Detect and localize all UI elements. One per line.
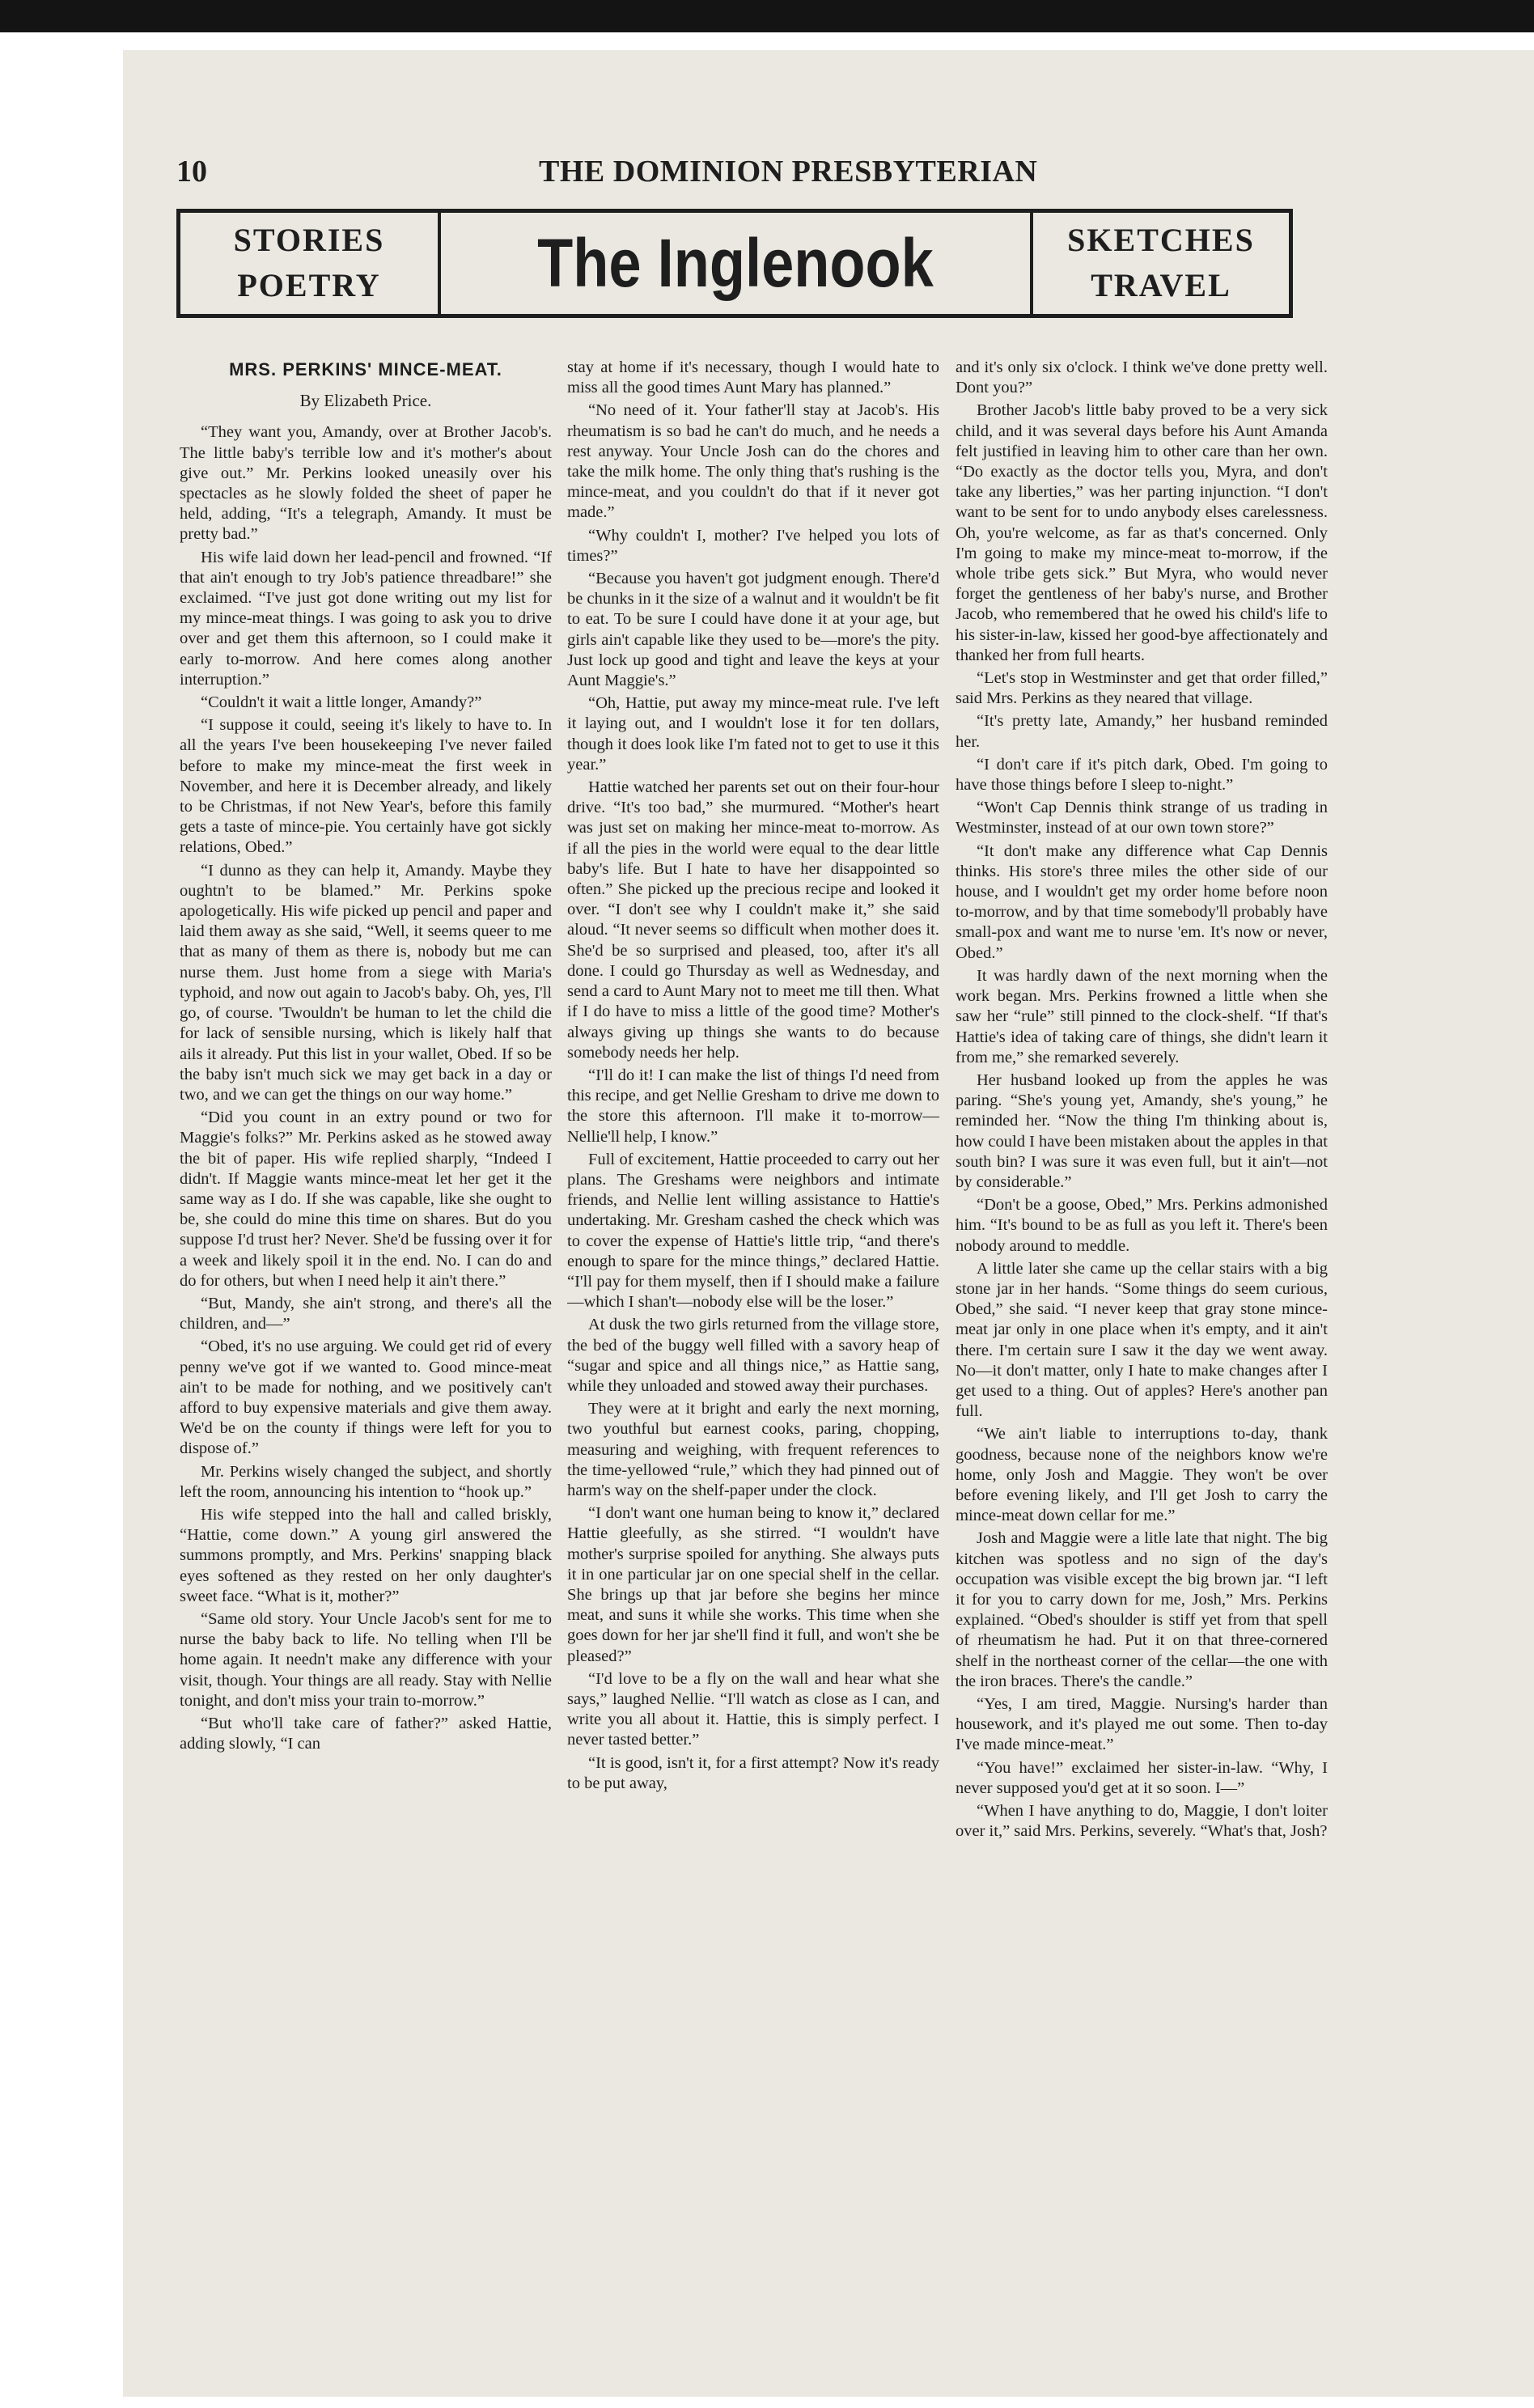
paragraph: “It's pretty late, Amandy,” her husband reminded her. (956, 712, 1328, 751)
story-title: MRS. PERKINS' MINCE-MEAT. (229, 359, 502, 379)
banner-left-line-1: STORIES (233, 222, 385, 258)
paragraph: “I don't want one human being to know it,” declared Hattie gleefully, as she stirred. “I wouldn't have mother's surprise spoiled for anything. She always puts it in one particular jar on one special shelf in the cellar. She brings up that jar before she begins her mince meat, and suns it while she works. This time when she goes down for her jar she'll find it full, and won't she be pleased?” (567, 1504, 939, 1665)
paragraph: “Let's stop in Westminster and get that order filled,” said Mrs. Perkins as they neared that village. (956, 669, 1328, 708)
paragraph: stay at home if it's necessary, though I would hate to miss all the good times Aunt Mary has planned.” (567, 358, 939, 397)
banner-left-panel (180, 213, 441, 314)
story-byline: By Elizabeth Price. (299, 391, 432, 411)
scan-top-border (0, 0, 1534, 32)
banner-right-line-2: TRAVEL (1091, 267, 1231, 303)
paragraph: Mr. Perkins wisely changed the subject, and shortly left the room, announcing his intention to “hook up.” (180, 1462, 552, 1501)
text-column-3 (956, 358, 1328, 2300)
paragraph: and it's only six o'clock. I think we've done pretty well. Dont you?” (956, 358, 1328, 397)
paragraph: “But, Mandy, she ain't strong, and there's all the children, and—” (180, 1294, 552, 1333)
paragraph: “I'll do it! I can make the list of things I'd need from this recipe, and get Nellie Gresham to drive me down to the store this afternoon. I'll make it to-morrow—Nellie'll help, I know.” (567, 1066, 939, 1146)
banner-right-line-1: SKETCHES (1067, 222, 1255, 258)
paragraph: “I'd love to be a fly on the wall and hear what she says,” laughed Nellie. “I'll watch as close as I can, and write you all about it. Hattie, this is simply perfect. I never tasted better.” (567, 1669, 939, 1749)
text-column-1 (180, 358, 552, 2300)
paragraph: At dusk the two girls returned from the village store, the bed of the buggy well filled with a savory heap of “sugar and spice and all things nice,” as Hattie sang, while they unloaded and stowed away their purchases. (567, 1316, 939, 1395)
paragraph: “Obed, it's no use arguing. We could get rid of every penny we've got if we wanted to. Good mince-meat ain't to be made for nothing, and we positively can't afford to buy expensive materials and give them away. We'd be on the county if things were left for you to dispose of.” (180, 1338, 552, 1458)
paragraph: His wife laid down her lead-pencil and frowned. “If that ain't enough to try Job's patience threadbare!” she exclaimed. “I've just got done writing out my list for my mince-meat things. I was going to ask you to drive over and get them this afternoon, so I could make it early to-morrow. And here comes along another interruption.” (180, 548, 552, 689)
paragraph: “Couldn't it wait a little longer, Amandy?” (201, 693, 482, 712)
paragraph: “Don't be a goose, Obed,” Mrs. Perkins admonished him. “It's bound to be as full as you left it. There's been nobody around to meddle. (956, 1196, 1328, 1255)
paragraph: “But who'll take care of father?” asked Hattie, adding slowly, “I can (180, 1715, 552, 1753)
paragraph: “Oh, Hattie, put away my mince-meat rule. I've left it laying out, and I wouldn't lose it for ten dollars, though it does look like I'm fated not to get to use it this year.” (567, 694, 939, 774)
paragraph: “Same old story. Your Uncle Jacob's sent for me to nurse the baby back to life. No telling when I'll be home again. It needn't make any difference with your visit, though. Your things are all ready. Stay with Nellie tonight, and don't miss your train to-morrow.” (180, 1609, 552, 1710)
paragraph: “When I have anything to do, Maggie, I don't loiter over it,” said Mrs. Perkins, severely. “What's that, Josh? (956, 1802, 1328, 1841)
paragraph: Hattie watched her parents set out on their four-hour drive. “It's too bad,” she murmured. “Mother's heart was just set on making her mince-meat to-morrow. As if all the pies in the world were equal to the dear little baby's life. But I hate to have her disappointed so often.” She picked up the precious recipe and looked it over. “I don't see why I couldn't make it,” she said aloud. “It never seems so difficult when mother does it. She'd be so surprised and pleased, too, after it's all done. I could go Thursday as well as Wednesday, and send a card to Aunt Mary not to meet me till then. What if I do have to miss a little of the good time? Mother's always giving up things she wants to do because somebody needs her help. (567, 778, 939, 1062)
paragraph: “Yes, I am tired, Maggie. Nursing's harder than housework, and it's played me out some. Then to-day I've made mince-meat.” (956, 1695, 1328, 1754)
section-banner (176, 209, 1293, 318)
text-column-2 (567, 358, 939, 2300)
page-number: 10 (176, 155, 207, 189)
paragraph: Full of excitement, Hattie proceeded to carry out her plans. The Greshams were neighbors and intimate friends, and Nellie lent willing assistance to Hattie's undertaking. Mr. Gresham cashed the check which was to cover the expense of Hattie's little trip, “and there's enough to spare for the mince things,” declared Hattie. “I'll pay for them myself, then if I should make a failure—which I shan't—nobody else will be the loser.” (567, 1150, 939, 1312)
paragraph: “I suppose it could, seeing it's likely to have to. In all the years I've been housekeeping I've never failed before to make my mince-meat the first week in November, and here it is December already, and likely to be Christmas, if not New Year's, before this family gets a taste of mince-pie. You certainly have got sickly relations, Obed.” (180, 716, 552, 857)
section-title: The Inglenook (537, 225, 934, 301)
paragraph: It was hardly dawn of the next morning when the work began. Mrs. Perkins frowned a little when she saw her “rule” still pinned to the clock-shelf. “If that's Hattie's idea of taking care of things, she didn't learn it from me,” she remarked severely. (956, 966, 1328, 1066)
paragraph: “They want you, Amandy, over at Brother Jacob's. The little baby's terrible low and it's mother's about give out.” Mr. Perkins looked uneasily over his spectacles as he slowly folded the sheet of paper he held, adding, “It's a telegraph, Amandy. It must be pretty bad.” (180, 423, 552, 544)
page-header (176, 154, 1038, 193)
paragraph: “Because you haven't got judgment enough. There'd be chunks in it the size of a walnut and it wouldn't be fit to eat. To be sure I could have done it at your age, but girls ain't capable like they used to be—more's the pity. Just lock up good and tight and leave the keys at your Aunt Maggie's.” (567, 570, 939, 690)
banner-left-line-2: POETRY (237, 267, 381, 303)
paragraph: “Won't Cap Dennis think strange of us trading in Westminster, instead of at our own town store?” (956, 799, 1328, 837)
paragraph: Brother Jacob's little baby proved to be a very sick child, and it was several days before his Aunt Amanda felt justified in leaving him to other care than her own. “Do exactly as the doctor tells you, Myra, and don't take any liberties,” was her parting injunction. “I don't want to be sent for to undo anybody elses carelessness. Oh, you're welcome, as far as that's concerned. Only I'm going to make my mince-meat to-morrow, if the whole tribe gets sick.” But Myra, who would never forget the gentleness of her baby's nurse, and Brother Jacob, who remembered that he owed his child's life to his sister-in-law, kissed her good-bye affectionately and thanked her from full hearts. (956, 401, 1328, 664)
paragraph: Her husband looked up from the apples he was paring. “She's young yet, Amandy, she's young,” he reminded her. “Now the thing I'm thinking about is, how could I have been mistaken about the apples in that south bin? I was sure it was even full, but it ain't—not by considerable.” (956, 1070, 1328, 1191)
paragraph: “It is good, isn't it, for a first attempt? Now it's ready to be put away, (567, 1753, 939, 1792)
paragraph: “Why couldn't I, mother? I've helped you lots of times?” (567, 526, 939, 565)
journal-title: THE DOMINION PRESBYTERIAN (539, 155, 1038, 189)
paragraph: His wife stepped into the hall and called briskly, “Hattie, come down.” A young girl answered the summons promptly, and Mrs. Perkins' snapping black eyes softened as they rested on her only daughter's sweet face. “What is it, mother?” (180, 1505, 552, 1605)
banner-right-panel (1030, 213, 1289, 314)
paragraph: “We ain't liable to interruptions to-day, thank goodness, because none of the neighbors know we're home, only Josh and Maggie. They won't be over before evening likely, and I'll get Josh to carry the mince-meat down cellar for me.” (956, 1425, 1328, 1525)
paragraph: They were at it bright and early the next morning, two youthful but earnest cooks, paring, chopping, measuring and weighing, with frequent references to the time-yellowed “rule,” which they had pinned out of harm's way on the shelf-paper under the clock. (567, 1400, 939, 1499)
paragraph: “Did you count in an extry pound or two for Maggie's folks?” Mr. Perkins asked as he stowed away the bit of paper. His wife replied sharply, “Indeed I didn't. If Maggie wants mince-meat let her get it the same way as I do. If she was capable, like she ought to be, she could do mine this time on shares. But do you suppose I'd trust her? Never. She'd be fussing over it for a week and likely spoil it in the end. No. I can do and do for others, but when I need help it ain't there.” (180, 1109, 552, 1290)
paragraph: “I don't care if it's pitch dark, Obed. I'm going to have those things before I sleep to-night.” (956, 755, 1328, 795)
paragraph: “You have!” exclaimed her sister-in-law. “Why, I never supposed you'd get at it so soon. I—” (956, 1758, 1328, 1797)
paragraph: “I dunno as they can help it, Amandy. Maybe they oughtn't to be blamed.” Mr. Perkins spoke apologetically. His wife picked up pencil and paper and laid them away as she said, “Well, it seems queer to me that as many of them as there is, nobody but me can nurse them. Just home from a siege with Maria's typhoid, and now out again to Jacob's baby. Oh, yes, I'll go, of course. 'Twouldn't be human to let the child die for lack of sensible nursing, which is likely half that ails it already. Put this list in your wallet, Obed. If so be the baby isn't much sick we may get back in a day or two, and we can get the things on our way home.” (180, 861, 552, 1104)
paragraph: “It don't make any difference what Cap Dennis thinks. His store's three miles the other side of our house, and I wouldn't get my order home before noon to-morrow, and by that time somebody'll probably have small-pox and want me to nurse 'em. It's now or never, Obed.” (956, 842, 1328, 962)
paragraph: A little later she came up the cellar stairs with a big stone jar in her hands. “Some things do seem curious, Obed,” she said. “I never keep that gray stone mince-meat jar only in one place when it's empty, and it ain't there. I'm certain sure I saw it the day we went away. No—it don't matter, only I hate to make changes after I get used to a thing. Out of apples? Here's another pan full. (956, 1259, 1328, 1421)
paragraph: “No need of it. Your father'll stay at Jacob's. His rheumatism is so bad he can't do much, and he needs a rest anyway. Your Uncle Josh can do the chores and take the milk home. The only thing that's rushing is the mince-meat, and you couldn't do that if it never got made.” (567, 401, 939, 522)
paragraph: Josh and Maggie were a litle late that night. The big kitchen was spotless and no sign of the day's occupation was visible except the big brown jar. “I left it for you to carry down for me, Josh,” Mrs. Perkins explained. “Obed's shoulder is stiff yet from that spell of rheumatism he had. Put it on that three-cornered shelf in the northeast corner of the cellar—the one with the iron braces. There's the candle.” (956, 1529, 1328, 1690)
